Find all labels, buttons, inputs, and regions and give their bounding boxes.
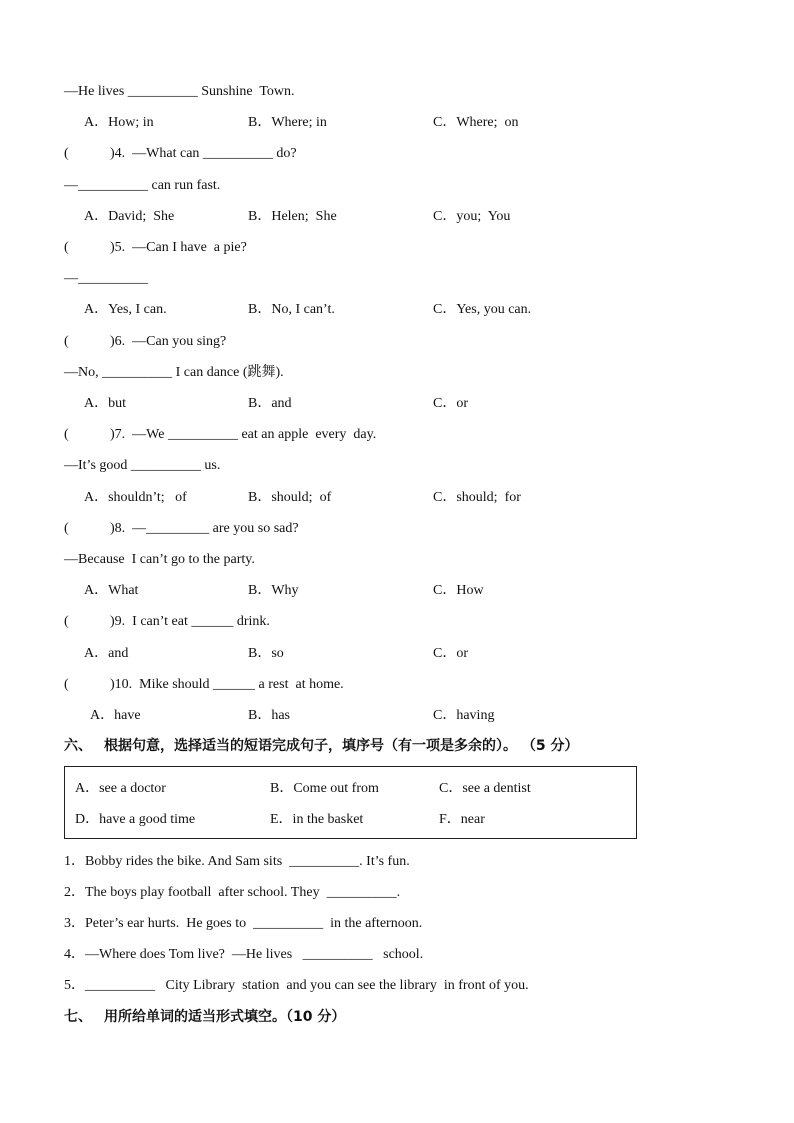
option-c[interactable]: C．should; for (433, 490, 521, 505)
fill-item[interactable]: 2．The boys play football after school. They __________. (64, 885, 401, 900)
question-line: —__________ (64, 271, 148, 286)
question-line: —No, __________ I can dance (跳舞). (64, 365, 284, 380)
option-b[interactable]: B．Where; in (248, 115, 327, 130)
answer-paren[interactable]: ( (64, 614, 69, 629)
option-c[interactable]: C．or (433, 396, 468, 411)
choice-d: D．have a good time (75, 812, 196, 827)
answer-paren[interactable]: ( (64, 521, 69, 536)
option-b[interactable]: B．and (248, 396, 292, 411)
options-row (84, 113, 519, 133)
option-b[interactable]: B．Helen; She (248, 209, 337, 224)
fill-item[interactable]: 1．Bobby rides the bike. And Sam sits __________. It’s fun. (64, 854, 410, 869)
option-a[interactable]: A．but (84, 396, 126, 411)
option-b[interactable]: B．has (248, 708, 290, 723)
option-a[interactable]: A．and (84, 646, 129, 661)
phrase-choice-box (64, 766, 637, 839)
option-c[interactable]: C．having (433, 708, 495, 723)
question-5: ( )5. —Can I have a pie? (64, 238, 247, 258)
option-b[interactable]: B．No, I can’t. (248, 302, 335, 317)
choice-c: C．see a dentist (439, 781, 531, 796)
section-7-heading: 七、 用所给单词的适当形式填空。（10 分） (64, 1009, 346, 1025)
choice-a: A．see a doctor (75, 781, 166, 796)
section-6-heading: 六、 根据句意，选择适当的短语完成句子，填序号（有一项是多余的）。 （5 分） (64, 738, 579, 754)
fill-item[interactable]: 4．—Where does Tom live? —He lives __________ school. (64, 947, 424, 962)
choice-f: F．near (439, 812, 485, 827)
option-b[interactable]: B．Why (248, 583, 299, 598)
question-6: ( )6. —Can you sing? (64, 332, 226, 352)
choice-b: B．Come out from (270, 781, 379, 796)
answer-paren[interactable]: ( (64, 146, 69, 161)
question-9: ( )9. I can’t eat ______ drink. (64, 612, 270, 632)
option-b[interactable]: B．so (248, 646, 284, 661)
options-row (84, 394, 468, 414)
question-8: ( )8. —_________ are you so sad? (64, 519, 299, 539)
option-a[interactable]: A．shouldn’t; of (84, 490, 187, 505)
question-line: —__________ can run fast. (64, 178, 221, 193)
fill-item[interactable]: 5．__________ City Library station and you can see the library in front of you. (64, 978, 529, 993)
option-c[interactable]: C．you; You (433, 209, 511, 224)
question-line: —Because I can’t go to the party. (64, 552, 255, 567)
options-row (84, 488, 521, 508)
question-7: ( )7. —We __________ eat an apple every day. (64, 425, 376, 445)
fill-item[interactable]: 3．Peter’s ear hurts. He goes to __________ in the afternoon. (64, 916, 423, 931)
option-a[interactable]: A．What (84, 583, 139, 598)
option-a[interactable]: A．Yes, I can. (84, 302, 167, 317)
option-b[interactable]: B．should; of (248, 490, 332, 505)
option-a[interactable]: A．have (90, 708, 141, 723)
option-c[interactable]: C．Yes, you can. (433, 302, 532, 317)
question-10: ( )10. Mike should ______ a rest at home. (64, 675, 344, 695)
question-line: —It’s good __________ us. (64, 458, 221, 473)
question-line: —He lives __________ Sunshine Town. (64, 84, 295, 99)
option-c[interactable]: C．Where; on (433, 115, 519, 130)
choice-e: E．in the basket (270, 812, 364, 827)
option-a[interactable]: A．David; She (84, 209, 175, 224)
options-row (84, 207, 511, 227)
option-c[interactable]: C．or (433, 646, 468, 661)
option-a[interactable]: A．How; in (84, 115, 154, 130)
question-4: ( )4. —What can __________ do? (64, 144, 297, 164)
answer-paren[interactable]: ( (64, 427, 69, 442)
option-c[interactable]: C．How (433, 583, 484, 598)
answer-paren[interactable]: ( (64, 677, 69, 692)
answer-paren[interactable]: ( (64, 240, 69, 255)
options-row (84, 581, 484, 601)
options-row (84, 300, 532, 320)
options-row (84, 644, 468, 664)
answer-paren[interactable]: ( (64, 334, 69, 349)
options-row (90, 706, 495, 726)
